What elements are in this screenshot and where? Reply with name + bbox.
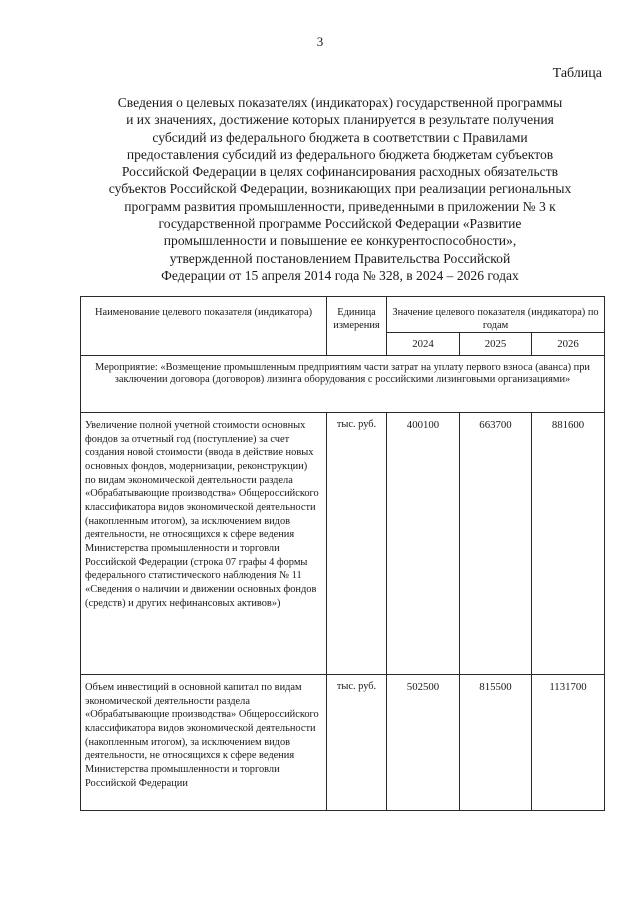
title-line: субъектов Российской Федерации, возникающих при реализации региональных [108, 181, 572, 197]
table-row [81, 413, 605, 675]
title-line: Сведения о целевых показателях (индикаторах) государственной программы [117, 95, 563, 110]
indicator-unit: тыс. руб. [327, 413, 387, 675]
indicators-table [80, 296, 605, 811]
indicator-value: 881600 [532, 413, 605, 675]
table-row [81, 675, 605, 811]
header-indicator-name: Наименование целевого показателя (индикатора) [81, 297, 327, 356]
activity-description: Мероприятие: «Возмещение промышленным предприятиям части затрат на уплату первого взноса (аванса) при заключении договора (договоров) лизинга оборудования с российскими лизинговыми организациями» [81, 356, 605, 413]
document-title [60, 94, 620, 284]
indicator-value: 1131700 [532, 675, 605, 811]
indicator-value: 663700 [460, 413, 532, 675]
title-line: и их значениях, достижение которых планируется в результате получения [126, 112, 554, 128]
indicator-name: Увеличение полной учетной стоимости основных фондов за отчетный год (поступление) за счет создания новой стоимости (ввода в действие новых основных фондов, модернизации, реконструкции) по видам экономической деятельности раздела «Обрабатывающие производства» Общероссийского классификатора видов экономической деятельности (накопленным итогом), за исключением видов деятельности, не относящихся к сфере ведения Министерства промышленности и торговли Российской Федерации (строка 07 графы 4 формы федерального статистического наблюдения № 11 «Сведения о наличии и движении основных фондов (средств) и других нефинансовых активов») [81, 413, 327, 675]
title-line: предоставления субсидий из федерального бюджета бюджетам субъектов [126, 146, 554, 162]
header-year: 2026 [532, 333, 605, 356]
title-line: Российской Федерации в целях софинансирования расходных обязательств [121, 164, 559, 180]
table-header-row [81, 297, 605, 333]
title-line: программ развития промышленности, приведенными в приложении № 3 к [124, 198, 556, 214]
header-year: 2025 [460, 333, 532, 356]
title-line: Федерации от 15 апреля 2014 года № 328, в 2024 – 2026 годах [161, 267, 519, 283]
title-line: субсидий из федерального бюджета в соответствии с Правилами [152, 129, 528, 145]
page-number: 3 [316, 34, 324, 49]
indicator-value: 400100 [387, 413, 460, 675]
title-line: промышленности и повышение ее конкурентоспособности», [163, 233, 517, 249]
table-label: Таблица [552, 66, 602, 81]
title-line: утвержденной постановлением Правительства Российской [169, 250, 511, 266]
indicator-value: 815500 [460, 675, 532, 811]
header-values-by-year: Значение целевого показателя (индикатора) по годам [387, 297, 605, 333]
title-line: государственной программе Российской Федерации «Развитие [158, 216, 522, 232]
indicator-unit: тыс. руб. [327, 675, 387, 811]
header-unit: Единица измерения [327, 297, 387, 356]
indicator-name: Объем инвестиций в основной капитал по видам экономической деятельности раздела «Обрабатывающие производства» Общероссийского классификатора видов экономической деятельности (накопленным итогом), за исключением видов деятельности, не относящихся к сфере ведения Министерства промышленности и торговли Российской Федерации [81, 675, 327, 811]
activity-row [81, 356, 605, 413]
header-year: 2024 [387, 333, 460, 356]
indicator-value: 502500 [387, 675, 460, 811]
